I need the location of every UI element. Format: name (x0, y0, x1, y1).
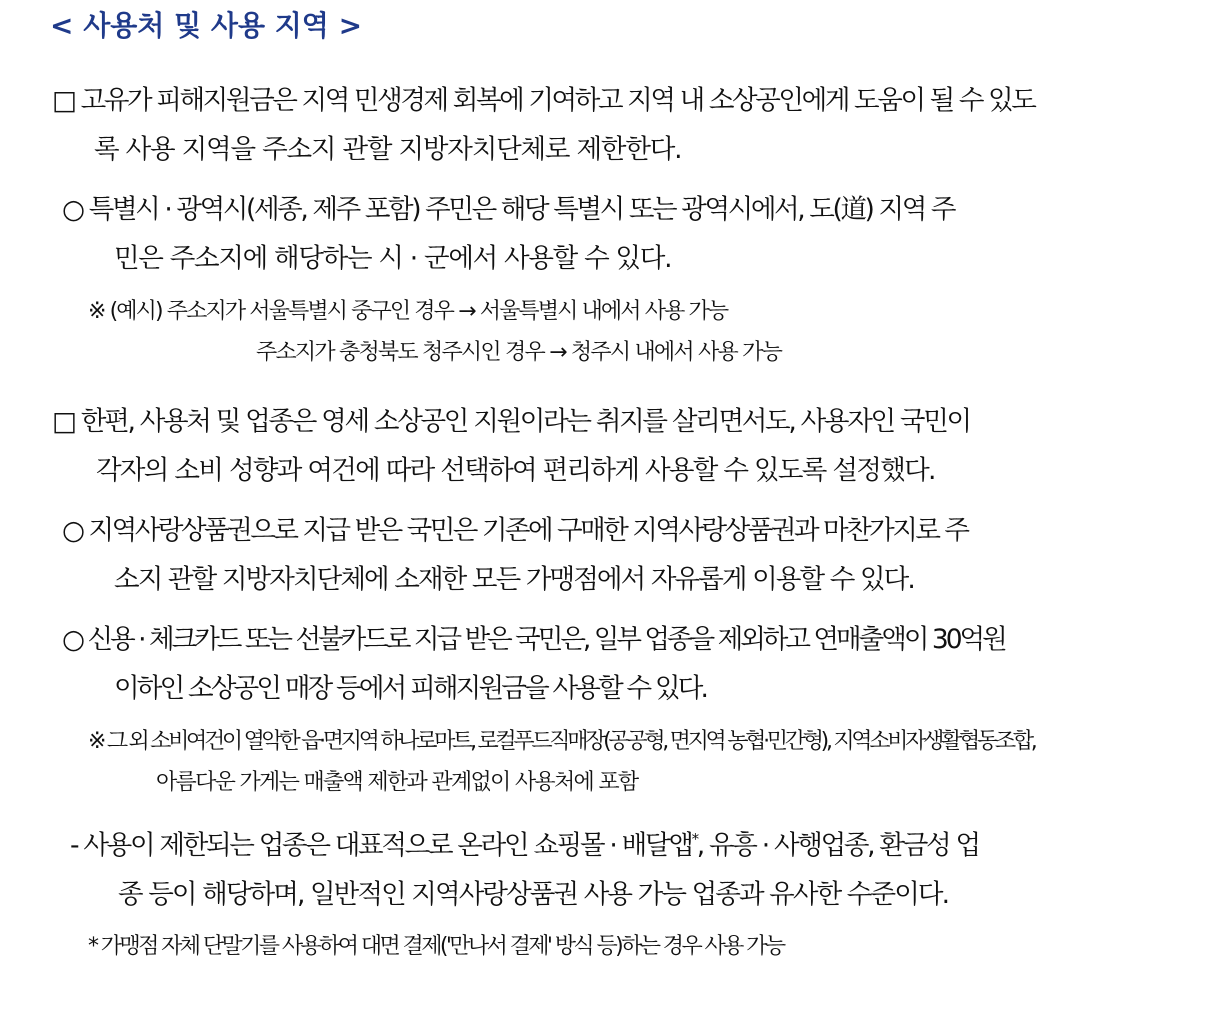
restriction-line-1-rest: , 유흥 · 사행업종, 환금성 업 (696, 830, 979, 861)
restriction-line-1 (70, 830, 979, 861)
footnote: * 가맹점 자체 단말기를 사용하여 대면 결제('만나서 결제' 방식 등)하는 경우 사용 가능 (88, 934, 784, 959)
restriction-line-1-text: - 사용이 제한되는 업종은 대표적으로 온라인 쇼핑몰 · 배달앱 (70, 830, 692, 861)
sub-item-1-line-2: 민은 주소지에 해당하는 시 · 군에서 사용할 수 있다. (114, 243, 672, 274)
exception-note-line-1: ※ 그 외 소비여건이 열악한 읍·면지역 하나로마트, 로컬푸드직매장(공공형, 면지역 농협·민간형), 지역소비자생활협동조합, (88, 729, 1035, 754)
paragraph-2-line-2: 각자의 소비 성향과 여건에 따라 선택하여 편리하게 사용할 수 있도록 설정했다. (96, 455, 935, 486)
restriction-line-2: 종 등이 해당하며, 일반적인 지역사랑상품권 사용 가능 업종과 유사한 수준이다. (118, 879, 949, 910)
example-note-line-1: ※ (예시) 주소지가 서울특별시 중구인 경우 → 서울특별시 내에서 사용 가능 (88, 299, 728, 324)
sub-item-3-line-1: ○ 신용 · 체크카드 또는 선불카드로 지급 받은 국민은, 일부 업종을 제외하고 연매출액이 30억원 (62, 624, 1005, 655)
section-heading: < 사용처 및 사용 지역 > (50, 9, 363, 42)
sub-item-2-line-1: ○ 지역사랑상품권으로 지급 받은 국민은 기존에 구매한 지역사랑상품권과 마찬가지로 주 (62, 515, 968, 546)
example-note-line-2: 주소지가 충청북도 청주시인 경우 → 청주시 내에서 사용 가능 (256, 340, 782, 365)
sub-item-3-line-2: 이하인 소상공인 매장 등에서 피해지원금을 사용할 수 있다. (114, 673, 707, 704)
sub-item-1-line-1: ○ 특별시 · 광역시(세종, 제주 포함) 주민은 해당 특별시 또는 광역시에서, 도(道) 지역 주 (62, 194, 955, 225)
paragraph-1-line-2: 록 사용 지역을 주소지 관할 지방자치단체로 제한한다. (94, 134, 682, 165)
exception-note-line-2: 아름다운 가게는 매출액 제한과 관계없이 사용처에 포함 (156, 770, 638, 795)
paragraph-1-line-1: □ 고유가 피해지원금은 지역 민생경제 회복에 기여하고 지역 내 소상공인에게 도움이 될 수 있도 (52, 85, 1035, 116)
sub-item-2-line-2: 소지 관할 지방자치단체에 소재한 모든 가맹점에서 자유롭게 이용할 수 있다. (114, 564, 914, 595)
paragraph-2-line-1: □ 한편, 사용처 및 업종은 영세 소상공인 지원이라는 취지를 살리면서도, 사용자인 국민이 (52, 406, 970, 437)
footnote-marker: * (691, 830, 697, 849)
